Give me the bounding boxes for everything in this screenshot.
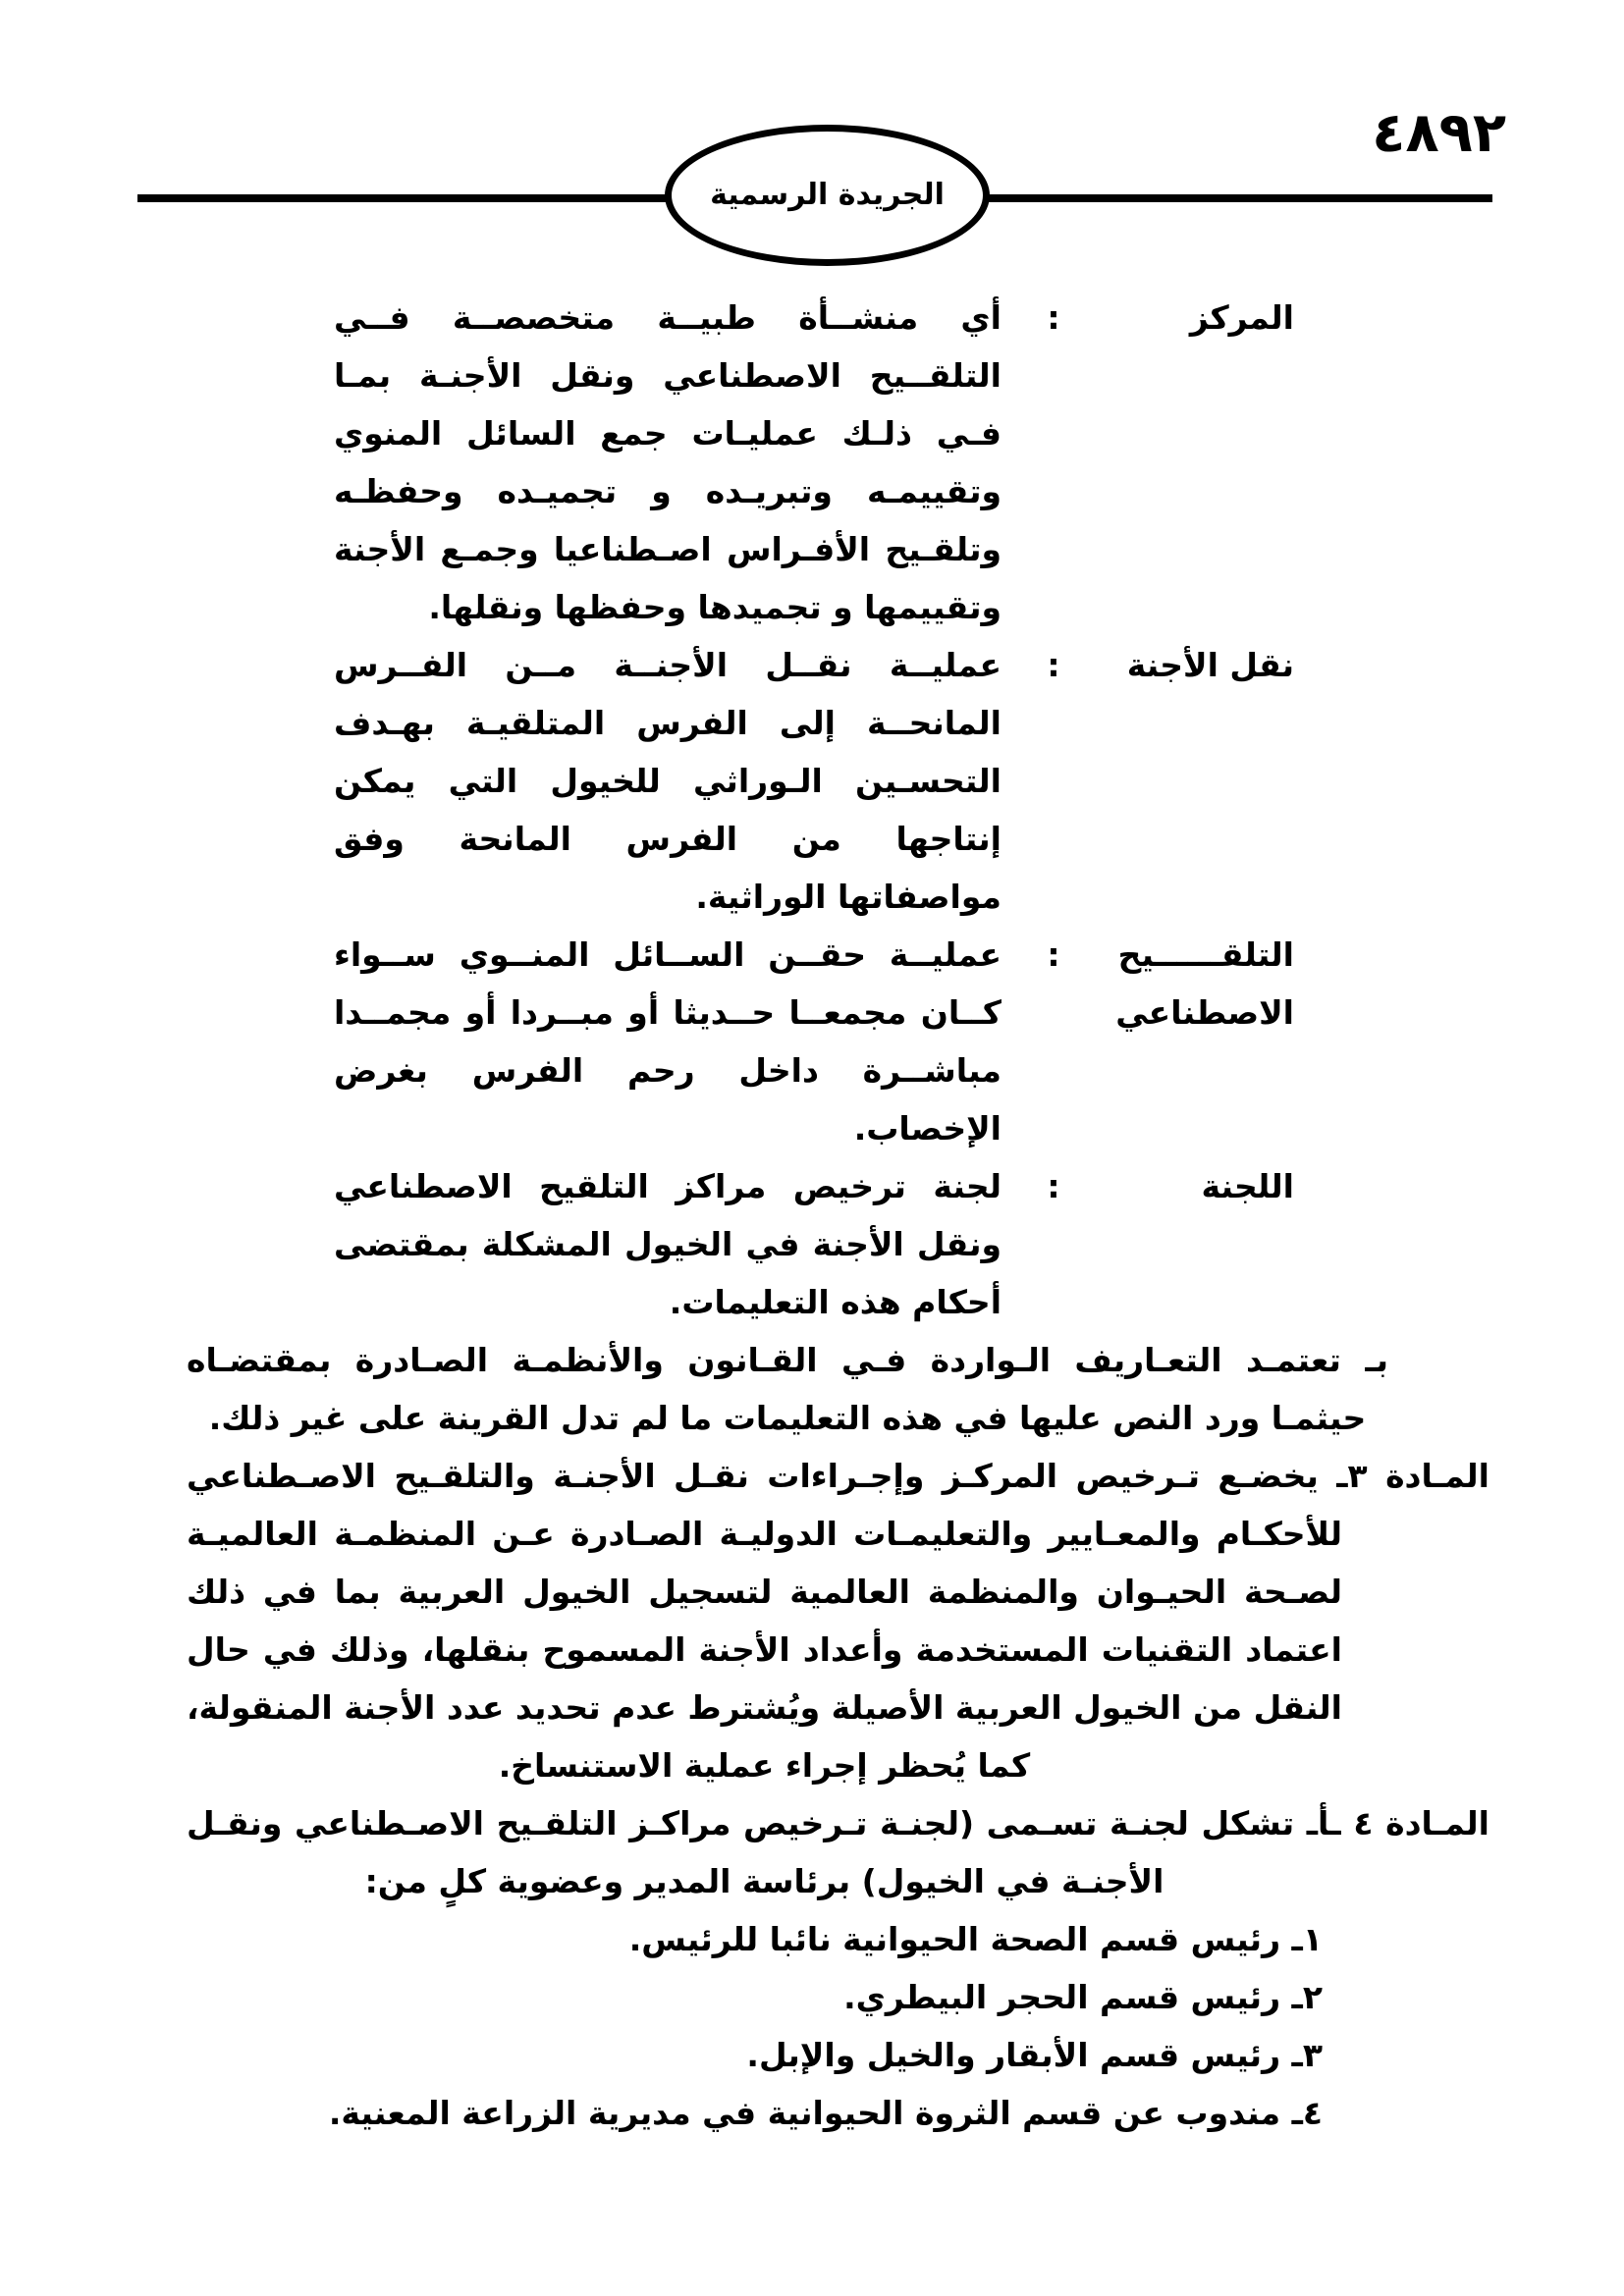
committee-member-item: ١ـ رئيس قسم الصحة الحيوانية نائبا للرئيس. xyxy=(628,1920,1323,1958)
definition-row xyxy=(137,289,1489,636)
gazette-seal xyxy=(665,125,990,266)
definition-row xyxy=(137,926,1489,1157)
definition-colon: : xyxy=(1047,646,1060,684)
definition-term: اللجنة xyxy=(1201,1167,1294,1205)
definition-text: أي منشــأة طبيــة متخصصــة فــي التلقــيح الاصطناعي ونقل الأجنـة بمـا فـي ذلـك عمليـات جمع السائل المنوي وتقييمـه وتبريـده و تجميـده وحفظـه وتلقـيح الأفـراس اصـطناعيا وجمـع الأجنة وتقييمها و تجميدها وحفظها ونقلها. xyxy=(334,298,1001,626)
page-number: ٤٨٩٢ xyxy=(1372,101,1506,165)
definition-text: عمليــة نقــل الأجنــة مــن الفــرس المانحــة إلى الفرس المتلقيـة بهـدف التحسـين الـوراثي للخيول التي يمكن إنتاجها من الفرس المانحة وفق مواصفاتها الوراثية. xyxy=(334,646,1001,916)
definition-row xyxy=(137,636,1489,926)
gazette-seal-label: الجريدة الرسمية xyxy=(710,178,945,212)
definition-colon: : xyxy=(1047,1167,1060,1205)
definition-term: التلقــــــيح الاصطناعي xyxy=(1106,926,1294,1041)
definitions-list xyxy=(137,289,1489,1331)
definition-term: نقل الأجنة xyxy=(1126,646,1294,684)
committee-member-item: ٤ـ مندوب عن قسم الثروة الحيوانية في مديرية الزراعة المعنية. xyxy=(328,2094,1323,2132)
definition-term: المركز xyxy=(1189,298,1294,337)
definition-text: لجنة ترخيص مراكز التلقيح الاصطناعي ونقل الأجنة في الخيول المشكلة بمقتضى أحكام هذه التعليمات. xyxy=(334,1167,1001,1321)
paragraph-article-3: المـادة ٣ـ يخضـع تـرخيص المركـز وإجـراءات نقـل الأجنـة والتلقـيح الاصـطناعي للأحكـام والمعـايير والتعليمـات الدوليـة الصـادرة عـن المنظمـة العالميـة لصـحة الحيـوان والمنظمة العالمية لتسجيل الخيول العربية بما في ذلك اعتماد التقنيات المستخدمة وأعداد الأجنة المسموح بنقلها، وذلك في حال النقل من الخيول العربية الأصيلة ويُشترط عدم تحديد عدد الأجنة المنقولة، كما يُحظر إجراء عملية الاستنساخ. xyxy=(187,1457,1489,1785)
definition-row xyxy=(137,1157,1489,1331)
document-body xyxy=(137,289,1489,2142)
definition-text: عمليــة حقــن الســائل المنــوي ســواء كــان مجمعــا حــديثا أو مبــردا أو مجمــدا مباشــرة داخل رحم الفرس بغرض الإخصاب. xyxy=(334,935,1001,1148)
paragraph-article-4: المـادة ٤ ـأـ تشكل لجنـة تسـمى (لجنـة تـرخيص مراكـز التلقـيح الاصـطناعي ونقـل الأجنـة في الخيول) برئاسة المدير وعضوية كلٍ من: xyxy=(187,1804,1489,1900)
committee-members-list xyxy=(137,1910,1489,2142)
definition-term-line2: الاصطناعي xyxy=(1115,993,1294,1032)
committee-member-item: ٣ـ رئيس قسم الأبقار والخيل والإبل. xyxy=(746,2036,1323,2074)
definition-colon: : xyxy=(1047,298,1060,337)
definition-colon: : xyxy=(1047,935,1060,974)
paragraph-item-b: بـ تعتمـد التعـاريف الـواردة فـي القـانون والأنظمـة الصـادرة بمقتضـاه حيثمـا ورد النص عليها في هذه التعليمات ما لم تدل القرينة على غير ذلك. xyxy=(187,1341,1388,1437)
committee-member-item: ٢ـ رئيس قسم الحجر البيطري. xyxy=(843,1978,1323,2016)
